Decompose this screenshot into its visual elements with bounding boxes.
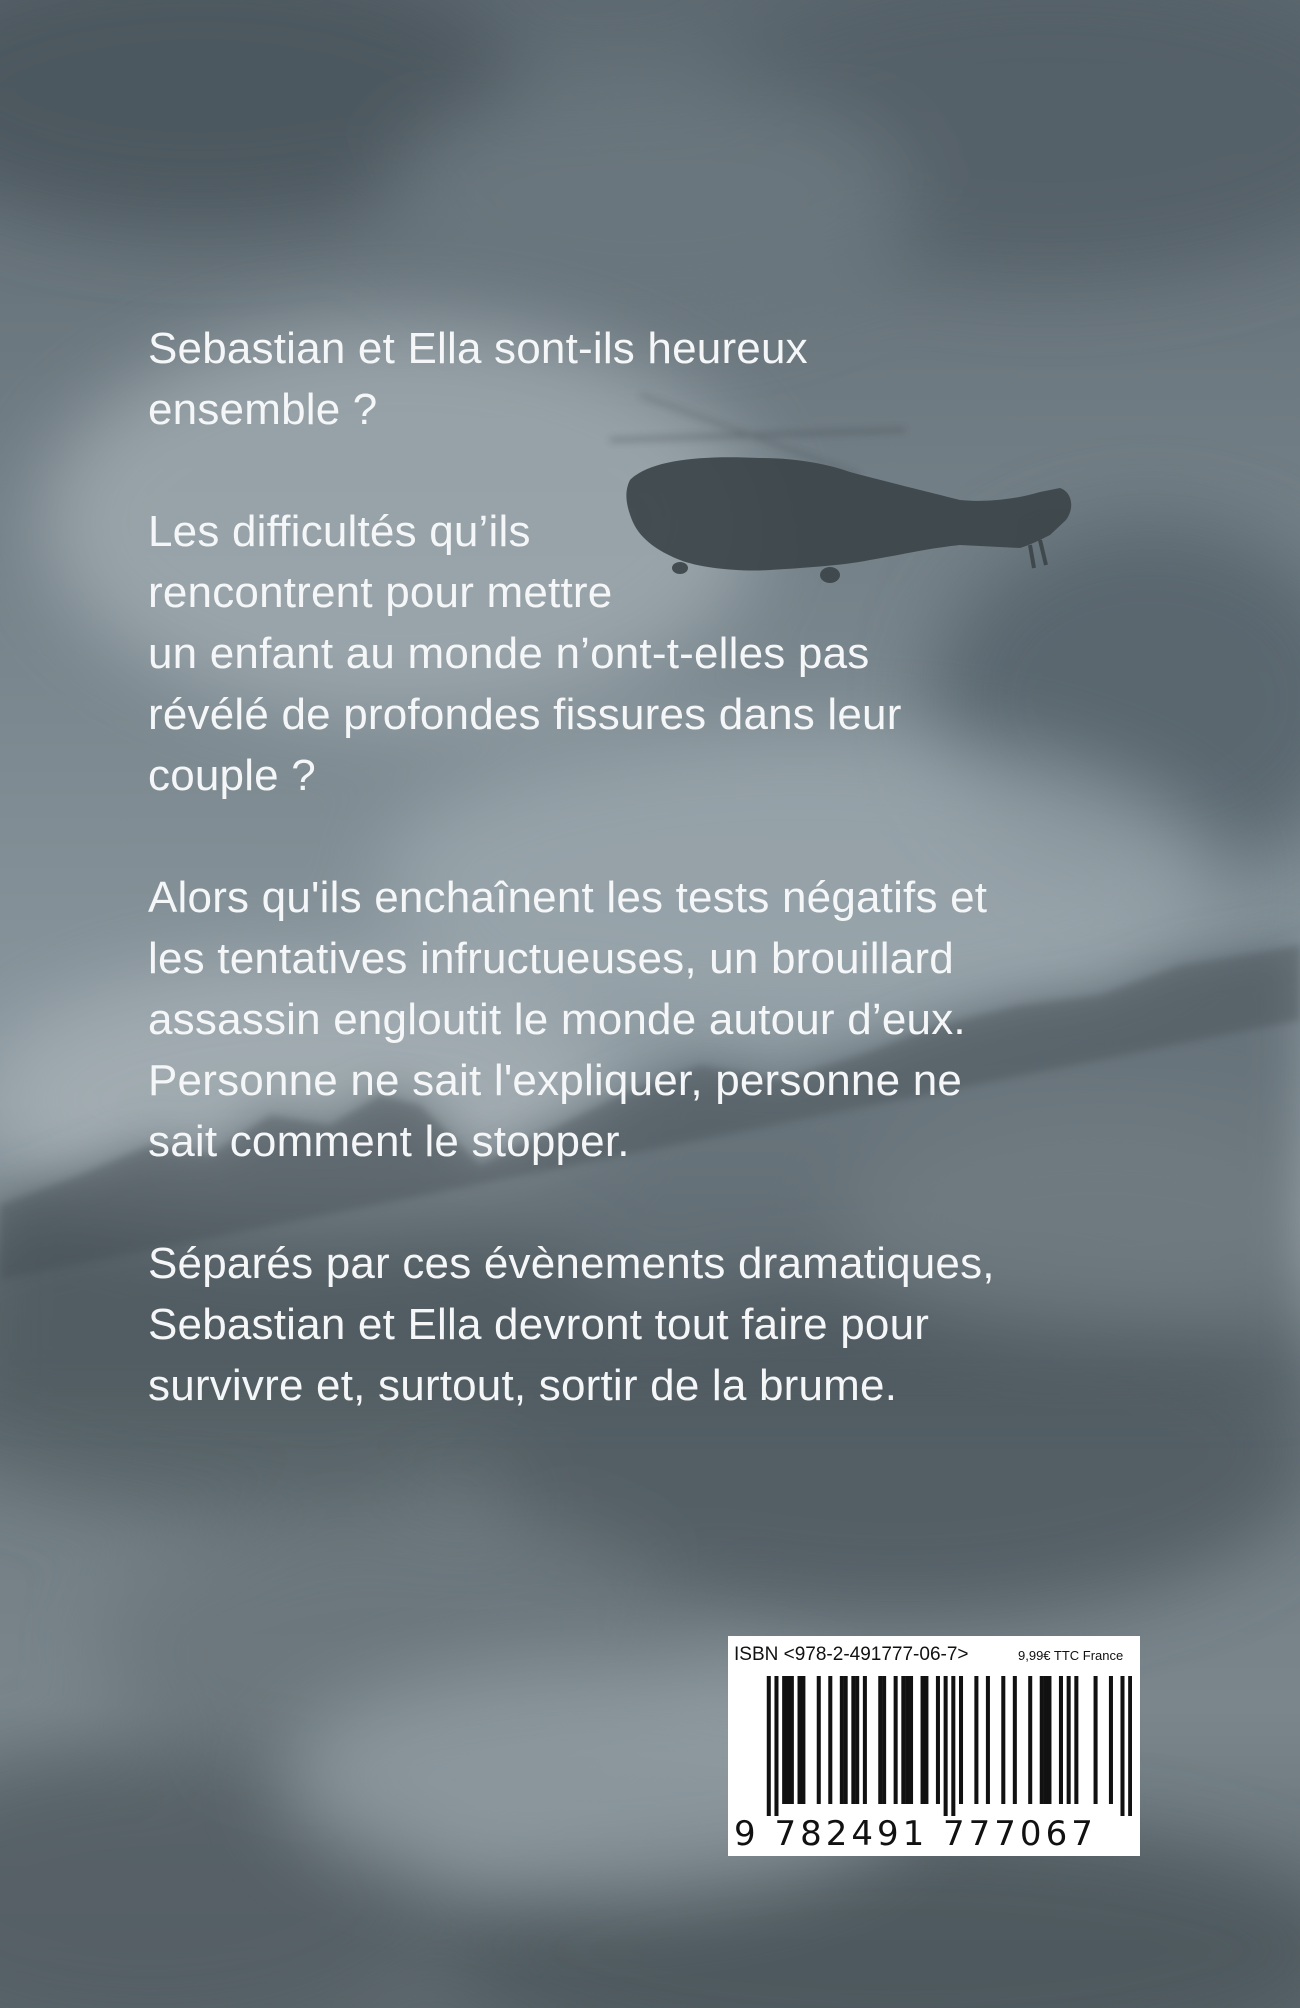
barcode-bar (901, 1676, 905, 1804)
barcode-bar (1120, 1676, 1124, 1816)
barcode-bar (974, 1676, 978, 1804)
barcode-bar (1047, 1676, 1051, 1804)
barcode-bar (767, 1676, 771, 1816)
barcode-bar (894, 1676, 898, 1804)
blurb-line: assassin engloutit le monde autour d’eux. (148, 995, 966, 1044)
barcode-bar (844, 1676, 848, 1804)
barcode-bar (986, 1676, 990, 1804)
barcode-bar (944, 1676, 948, 1816)
blurb-line: Les difficultés qu’ils (148, 507, 531, 556)
barcode-bar (1128, 1676, 1132, 1816)
barcode-bar (959, 1676, 963, 1804)
barcode-bar (1001, 1676, 1005, 1804)
barcode-bar (1028, 1676, 1032, 1804)
isbn-label: ISBN <978-2-491777-06-7> (734, 1644, 969, 1665)
barcode-bar (1094, 1676, 1098, 1804)
blurb-line: couple ? (148, 751, 316, 800)
ean-digits: 9 782491 777067 (734, 1814, 1097, 1854)
blurb-line: Séparés par ces évènements dramatiques, (148, 1239, 995, 1288)
blurb-paragraph (148, 867, 1148, 1172)
barcode-bar (1040, 1676, 1044, 1804)
barcode-bar (882, 1676, 886, 1804)
barcode-bar (905, 1676, 909, 1804)
barcode-bar (1044, 1676, 1048, 1804)
barcode-bar (786, 1676, 790, 1804)
blurb-line: survivre et, surtout, sortir de la brume. (148, 1361, 898, 1410)
barcode-bar (951, 1676, 955, 1816)
barcode-bar (863, 1676, 867, 1804)
blurb-line: Sebastian et Ella sont-ils heureux (148, 324, 808, 373)
barcode-bar (840, 1676, 844, 1804)
blurb-line: révélé de profondes fissures dans leur (148, 690, 902, 739)
barcode-bars (736, 1676, 1132, 1816)
blurb-line: Sebastian et Ella devront tout faire pour (148, 1300, 930, 1349)
barcode-bar (921, 1676, 925, 1804)
barcode-bar (1067, 1676, 1071, 1804)
barcode-bar (851, 1676, 855, 1804)
blurb-line: Alors qu'ils enchaînent les tests négatifs et (148, 873, 988, 922)
barcode-bar (782, 1676, 786, 1804)
barcode-bar (1074, 1676, 1078, 1804)
barcode-bar (1109, 1676, 1113, 1804)
barcode-bar (790, 1676, 794, 1804)
blurb-line: les tentatives infructueuses, un brouillard (148, 934, 954, 983)
barcode-bar (828, 1676, 832, 1804)
blurb-paragraph (148, 1233, 1148, 1416)
barcode-bar (924, 1676, 928, 1804)
barcode-bar (855, 1676, 859, 1804)
barcode-bar (798, 1676, 802, 1804)
barcode-bar (817, 1676, 821, 1804)
barcode-bar (774, 1676, 778, 1816)
blurb-paragraph (148, 501, 1148, 806)
barcode-bar (1059, 1676, 1063, 1804)
barcode-bar (936, 1676, 940, 1804)
blurb-paragraph (148, 318, 1148, 440)
blurb-line: un enfant au monde n’ont-t-elles pas (148, 629, 870, 678)
barcode-bar (801, 1676, 805, 1804)
isbn-barcode (728, 1636, 1140, 1856)
blurb-text (148, 318, 1148, 1477)
blurb-line: sait comment le stopper. (148, 1117, 630, 1166)
blurb-line: ensemble ? (148, 385, 378, 434)
blurb-line: Personne ne sait l'expliquer, personne ne (148, 1056, 963, 1105)
price-label: 9,99€ TTC France (1018, 1648, 1124, 1663)
barcode-bar (878, 1676, 882, 1804)
barcode-bar (1013, 1676, 1017, 1804)
blurb-line: rencontrent pour mettre (148, 568, 613, 617)
barcode-bar (909, 1676, 913, 1804)
